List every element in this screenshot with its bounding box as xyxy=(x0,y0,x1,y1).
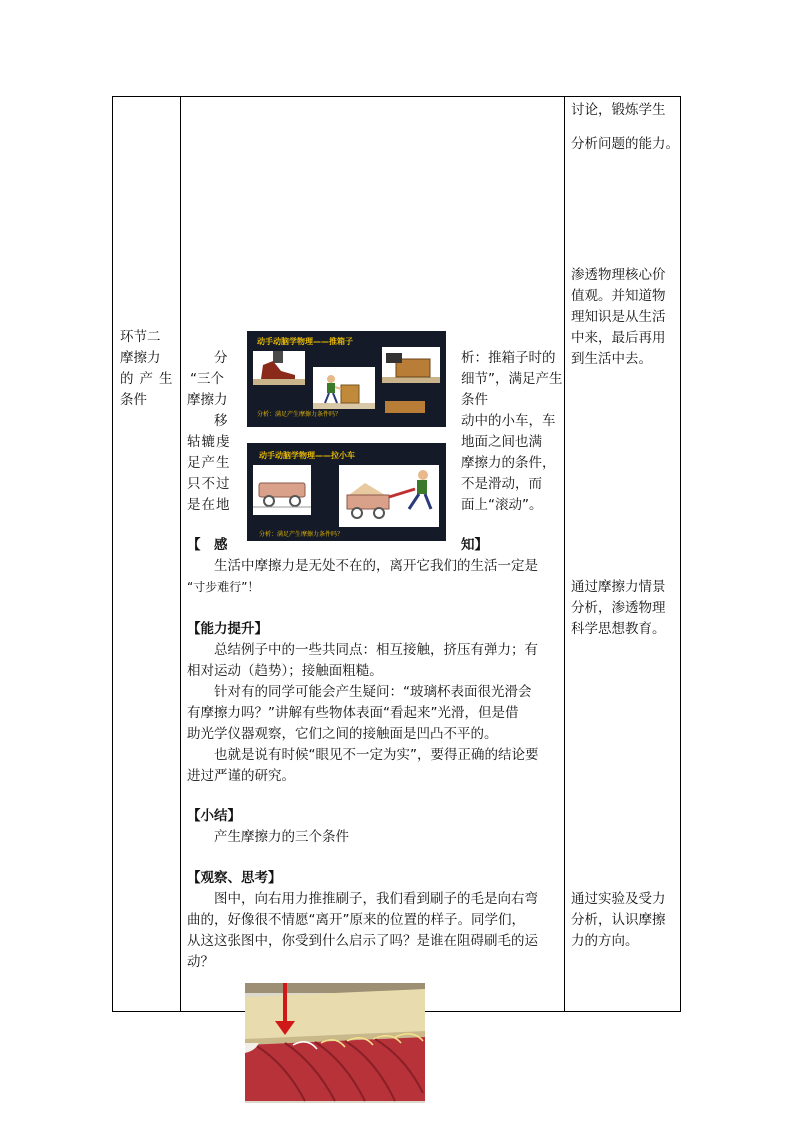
push-box-panel xyxy=(313,367,375,409)
section-line: 摩擦力 xyxy=(120,350,161,366)
body-line: “寸步难行”！ xyxy=(187,580,260,594)
note-line: 通过摩擦力情景 xyxy=(571,579,666,595)
note-line: 分析问题的能力。 xyxy=(571,136,679,152)
wrap-line: 细节”，满足产生 xyxy=(461,371,563,387)
wrap-line: “三个 xyxy=(190,371,224,387)
slide-analysis: 分析：满足产生摩擦力条件吗？ xyxy=(259,531,344,538)
column-divider-1 xyxy=(180,97,181,1011)
wrap-line: 地面之间也满 xyxy=(461,434,542,450)
body-line: 有摩擦力吗？”讲解有些物体表面“看起来”光滑，但是借 xyxy=(187,705,519,721)
body-line: 从这这张图中，你受到什么启示了吗？是谁在阻碍刷毛的运 xyxy=(187,933,538,949)
wrap-line: 动中的小车，车 xyxy=(461,413,556,429)
brush-photo xyxy=(245,983,425,1103)
wrap-line: 摩擦力的条件， xyxy=(461,455,556,471)
body-line: 针对有的同学可能会产生疑问：“玻璃杯表面很光滑会 xyxy=(214,684,532,700)
pull-cart-panel xyxy=(339,465,439,527)
slide-title: 动手动脑学物理——拉小车 xyxy=(259,451,355,460)
pull-cart-slide xyxy=(247,443,446,541)
ganzhi-heading-left: 【 感 xyxy=(187,537,228,553)
slide-analysis: 分析：满足产生摩擦力条件吗？ xyxy=(257,411,342,418)
body-line: 曲的，好像很不情愿“离开”原来的位置的样子。同学们， xyxy=(187,912,525,928)
note-line: 分析，认识摩擦 xyxy=(571,912,666,928)
body-line: 也就是说有时候“眼见不一定为实”，要得正确的结论要 xyxy=(214,747,539,763)
note-line: 中来，最后再用 xyxy=(571,330,666,346)
note-line: 到生活中去。 xyxy=(571,351,652,367)
wrap-line: 分 xyxy=(214,350,228,366)
wrap-line: 足产生 xyxy=(187,455,231,471)
section-line: 条件 xyxy=(120,392,147,408)
push-box-slide xyxy=(247,331,446,427)
wrap-line: 不是滑动，而 xyxy=(461,476,542,492)
section-line: 的产生 xyxy=(120,371,179,387)
body-line: 助光学仪器观察，它们之间的接触面是凹凸不平的。 xyxy=(187,726,498,742)
ganzhi-heading-right: 知】 xyxy=(461,537,488,553)
crate-block xyxy=(385,401,425,413)
ability-heading: 【能力提升】 xyxy=(187,621,268,637)
crate-panel xyxy=(382,347,440,383)
wrap-line: 条件 xyxy=(461,392,488,408)
note-line: 值观。并知道物 xyxy=(571,288,666,304)
wrap-line: 面上“滚动”。 xyxy=(461,497,543,513)
section-line: 环节二 xyxy=(120,329,161,345)
body-line: 进过严谨的研究。 xyxy=(187,768,295,784)
summary-line: 产生摩擦力的三个条件 xyxy=(214,829,349,845)
note-line: 理知识是从生活 xyxy=(571,309,666,325)
body-line: 图中，向右用力推推刷子，我们看到刷子的毛是向右弯 xyxy=(214,891,538,907)
slide-title: 动手动脑学物理——推箱子 xyxy=(257,337,353,346)
wrap-line: 移 xyxy=(214,413,228,429)
wrap-line: 只不过 xyxy=(187,476,231,492)
wrap-line: 摩擦力 xyxy=(187,392,228,408)
summary-heading: 【小结】 xyxy=(187,808,241,824)
shoe-panel xyxy=(253,351,305,385)
wrap-line: 是在地 xyxy=(187,497,231,513)
body-line: 动？ xyxy=(187,954,214,970)
body-line: 生活中摩擦力是无处不在的，离开它我们的生活一定是 xyxy=(214,558,538,574)
body-line: 相对运动（趋势）；接触面粗糙。 xyxy=(187,663,383,679)
note-line: 科学思想教育。 xyxy=(571,621,666,637)
empty-cart-panel xyxy=(253,465,311,515)
note-line: 分析，渗透物理 xyxy=(571,600,666,616)
body-line: 总结例子中的一些共同点：相互接触，挤压有弹力；有 xyxy=(214,642,538,658)
note-line: 讨论，锻炼学生 xyxy=(571,102,666,118)
wrap-line: 轱辘虔 xyxy=(187,434,231,450)
note-line: 通过实验及受力 xyxy=(571,891,666,907)
note-line: 力的方向。 xyxy=(571,933,639,949)
observe-heading: 【观察、思考】 xyxy=(187,870,282,886)
note-line: 渗透物理核心价 xyxy=(571,267,666,283)
wrap-line: 析：推箱子时的 xyxy=(461,350,556,366)
column-divider-2 xyxy=(564,97,565,1011)
